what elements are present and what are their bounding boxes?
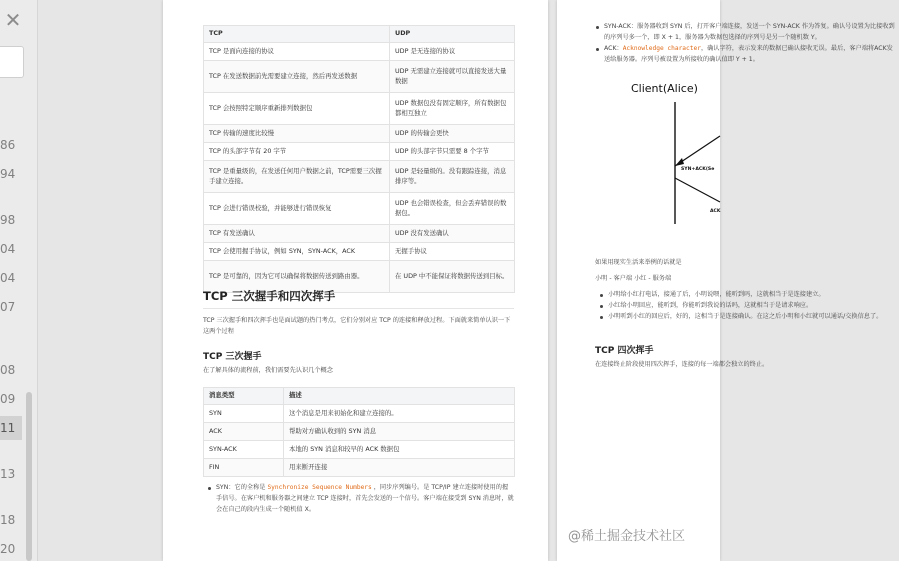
table-cell: ACK xyxy=(204,423,284,441)
watermark: @稀土掘金技术社区 xyxy=(568,529,686,544)
document-page-right xyxy=(557,0,895,561)
table-cell: TCP 的头部字节有 20 字节 xyxy=(204,143,390,161)
subsection-intro: 在了解具体的流程前，我们需要先认识几个概念 xyxy=(203,367,333,374)
four-wave-intro: 在连接终止阶段使用四次挥手，连接的每一端都会独立的终止。 xyxy=(595,361,769,368)
list-item: SYN：它的全称是 Synchronize Sequence Numbers ，同步序列编号。是 TCP/IP 建立连接时使用的握手信号。在客户机和服务器之间建立 TCP 连接时，首先会发送的一个信号。客户端在接受到 SYN 消息时，就会在自己的段内生成一个随机值 X。 xyxy=(207,483,514,516)
table-cell: UDP 的头部字节只需要 8 个字节 xyxy=(390,143,515,161)
table-cell: 本地的 SYN 消息和较早的 ACK 数据包 xyxy=(284,441,515,459)
page-number-item[interactable]: 04 xyxy=(0,271,16,285)
table-cell: TCP 有发送确认 xyxy=(204,225,390,243)
list-item: ACK：Acknowledge character，确认字符，表示发来的数据已确认接收无误。最后，客户端将ACK发送给服务器。序列号被设置为所接收的确认值即 Y + 1。 xyxy=(595,44,895,66)
table-cell: UDP 没有发送确认 xyxy=(390,225,515,243)
tcp-udp-comparison-table xyxy=(203,25,515,293)
section-intro: TCP 三次握手和四次挥手也是面试题的热门考点，它们分别对应 TCP 的连接和释放过程。下面就来简单认识一下这两个过程 xyxy=(203,317,511,335)
divider xyxy=(203,308,514,309)
analogy-intro: 如果用现实生活来举例的话就是 xyxy=(595,259,682,266)
table-cell: 无握手协议 xyxy=(390,243,515,261)
ack-label: ACK xyxy=(710,209,721,214)
table-cell: FIN xyxy=(204,459,284,477)
table-cell: TCP 会使用握手协议，例如 SYN，SYN-ACK，ACK xyxy=(204,243,390,261)
table-cell: UDP 也会错误检查，但会丢弃错误的数据包。 xyxy=(390,193,515,225)
page-number-item[interactable]: 07 xyxy=(0,300,16,314)
table-cell: TCP 在发送数据前先需要建立连接，然后再发送数据 xyxy=(204,61,390,93)
table-cell: 在 UDP 中不能保证将数据传送到目标。 xyxy=(390,261,515,293)
page-number-item[interactable]: 04 xyxy=(0,242,16,256)
table-header: 描述 xyxy=(284,388,515,405)
table-cell: 这个消息是用来初始化和建立连接的。 xyxy=(284,405,515,423)
ack-arrow xyxy=(675,178,720,202)
table-cell: 用来断开连接 xyxy=(284,459,515,477)
table-cell: UDP 数据包没有固定顺序，所有数据包都相互独立 xyxy=(390,93,515,125)
handshake-diagram xyxy=(657,96,720,226)
close-icon[interactable]: ✕ xyxy=(4,8,22,32)
table-cell: SYN xyxy=(204,405,284,423)
page-number-item[interactable]: 86 xyxy=(0,138,16,152)
table-header: UDP xyxy=(390,26,515,43)
page-number-item[interactable]: 98 xyxy=(0,213,16,227)
inline-code: Synchronize Sequence Numbers xyxy=(267,484,372,491)
table-cell: TCP 是重量级的，在发送任何用户数据之前，TCP需要三次握手建立连接。 xyxy=(204,161,390,193)
subsection-title: TCP 三次握手 xyxy=(203,352,262,362)
list-item: 小红给小明回应，能听到，你能听到我说的话吗，这就相当于是请求响应。 xyxy=(599,301,899,312)
sidebar-scrollbar[interactable] xyxy=(26,392,32,561)
syn-bullet-list xyxy=(207,483,514,516)
arrowhead xyxy=(675,158,684,166)
list-item: 小明听到小红的回应后，好的，这相当于是连接确认。在这之后小明和小红就可以通话/交换信息了。 xyxy=(599,312,899,323)
search-input[interactable] xyxy=(0,46,24,78)
table-header: TCP xyxy=(204,26,390,43)
table-cell: TCP 是面向连接的协议 xyxy=(204,43,390,61)
table-cell: SYN-ACK xyxy=(204,441,284,459)
page-number-item[interactable]: 20 xyxy=(0,542,16,556)
subsection-title: TCP 四次挥手 xyxy=(595,346,654,356)
table-cell: TCP 会按照特定顺序重新排列数据包 xyxy=(204,93,390,125)
table-cell: TCP 传输的速度比较慢 xyxy=(204,125,390,143)
client-label: Client(Alice) xyxy=(631,82,698,95)
table-cell: UDP 的传输会更快 xyxy=(390,125,515,143)
analogy-steps xyxy=(599,290,899,323)
table-cell: TCP 会进行错误校验，并能够进行错误恢复 xyxy=(204,193,390,225)
table-cell: UDP 是轻量级的。没有跟踪连接，消息排序等。 xyxy=(390,161,515,193)
thumbnail-sidebar xyxy=(0,0,38,561)
table-cell: UDP 是无连接的协议 xyxy=(390,43,515,61)
synack-label: SYN+ACK(Se xyxy=(681,167,715,172)
page-number-item[interactable]: 18 xyxy=(0,513,16,527)
handshake-bullet-list xyxy=(595,22,895,65)
page-number-item[interactable]: 08 xyxy=(0,363,16,377)
page-number-item[interactable]: 94 xyxy=(0,167,16,181)
inline-code: Acknowledge character xyxy=(622,44,701,52)
table-cell: UDP 无需建立连接就可以直接发送大量数据 xyxy=(390,61,515,93)
list-item: SYN-ACK：服务器收到 SYN 后，打开客户端连接，发送一个 SYN-ACK 作为答复。确认号设置为比接收到的序列号多一个，即 X + 1，服务器为数据包选择的序列号是另一个随机数 Y。 xyxy=(595,22,895,44)
message-type-table xyxy=(203,387,515,477)
section-title: TCP 三次握手和四次挥手 xyxy=(203,289,336,303)
document-page-left xyxy=(163,0,548,561)
list-item: 小明给小红打电话，接通了后，小明说喂，能听到吗，这就相当于是连接建立。 xyxy=(599,290,899,301)
analogy-roles: 小明 - 客户端 小红 - 服务端 xyxy=(595,275,672,282)
table-cell: 帮助对方确认收到的 SYN 消息 xyxy=(284,423,515,441)
table-header: 消息类型 xyxy=(204,388,284,405)
page-number-item-active[interactable]: 11 xyxy=(0,416,22,440)
table-cell: TCP 是可靠的，因为它可以确保将数据传送到路由器。 xyxy=(204,261,390,293)
page-number-item[interactable]: 13 xyxy=(0,467,16,481)
page-number-item[interactable]: 09 xyxy=(0,392,16,406)
